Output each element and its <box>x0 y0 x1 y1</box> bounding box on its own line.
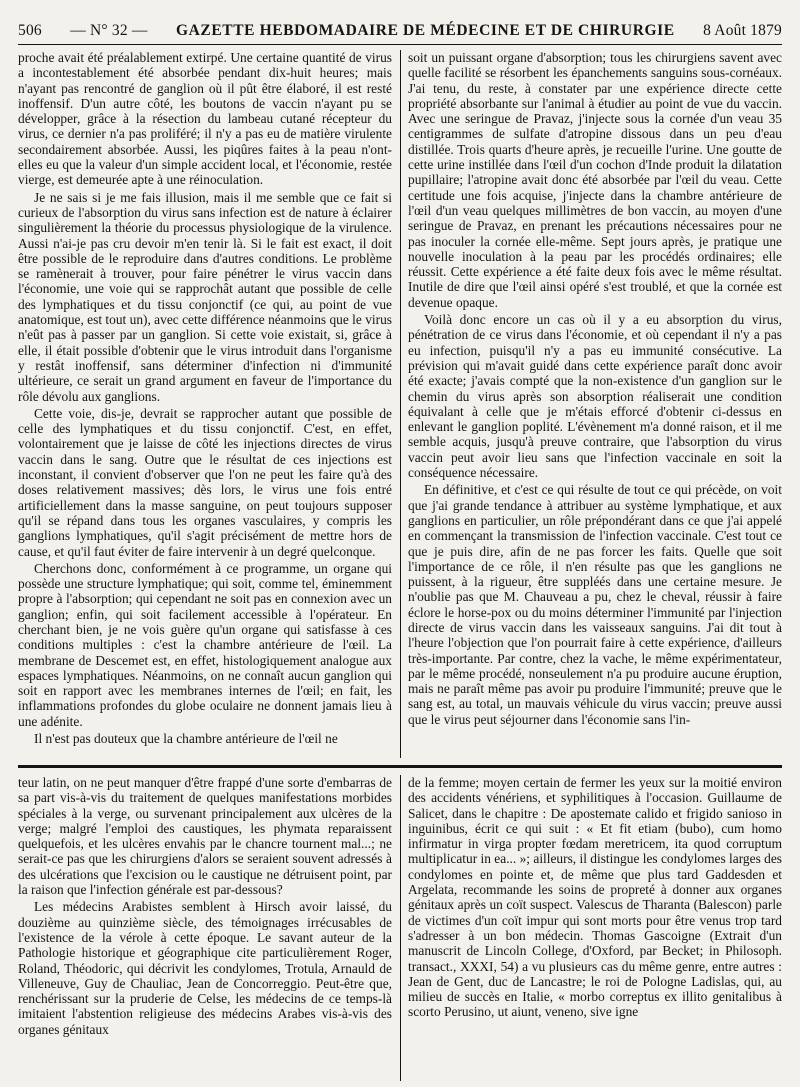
column-divider <box>400 775 401 1081</box>
paragraph: Voilà donc encore un cas où il y a eu absorption du virus, pénétration de ce virus dans l'économie, et où cependant il n'y a pas eu infection, puisqu'il n'y a pas eu immunité consécutive. La prévision qui m'avait guidé dans cette expérience paraît donc avoir été exacte; j'avais compté que la non-existence d'un ganglion sur le chemin du virus après son absorption réaliserait une condition équivalant à celle que je m'étais efforcé d'obtenir ci-dessus en enlevant le ganglion poplité. L'évènement m'a donné raison, et il me semble acquis, jusqu'à preuve contraire, que l'absorption du virus vaccin peut avoir lieu sans que l'infection vaccinale en soit la conséquence nécessaire. <box>408 312 782 481</box>
paragraph: Les médecins Arabistes semblent à Hirsch avoir laissé, du douzième au quinzième siècle, des témoignages irrécusables de l'existence de la vérole à cette époque. Le savant auteur de la Pathologie historique et géographique cite particulièrement Roger, Roland, Théodoric, qui décrivit les condylomes, Trotula, Arnauld de Villeneuve, Guy de Chauliac, Jean de Concorreggio. Peut-être que, renchérissant sur la pruderie de Celse, les médecins de ce temps-là imitaient l'abstention religieuse des médecins Arabes vis-à-vis des organes génitaux <box>18 899 392 1037</box>
page-number: 506 <box>18 22 42 39</box>
paragraph: teur latin, on ne peut manquer d'être frappé d'une sorte d'embarras de sa part vis-à-vis du traitement de quelques manifestations morbides spéciales à la verge, ou survenant principalement aux ulcères de la verge; malgré l'emploi des caustiques, les phymata reparaissent quelquefois, et les ulcères envahis par le chancre tournent mal...; ne serait-ce pas que les chirurgiens d'alors se seraient souvent adressés à des ulcérations que l'excision ou le caustique ne détruisent point, par la raison que l'infection générale est par-dessous? <box>18 775 392 898</box>
paragraph: Cherchons donc, conformément à ce programme, un organe qui possède une structure lymphatique; qui soit, comme tel, éminemment propre à l'absorption; qui cependant ne soit pas en connexion avec un ganglion; enfin, qui soit facilement accessible à l'opérateur. En cherchant bien, je ne vois guère qu'un organe qui satisfasse à ces conditions multiples : c'est la chambre antérieure de l'œil. La membrane de Descemet est, en effet, histologiquement analogue aux espaces lymphatiques. Néanmoins, on ne connaît aucun ganglion qui soit en rapport avec les membranes internes de l'œil; en fait, les inflammations profondes du globe oculaire ne donnent jamais lieu à une adénite. <box>18 560 392 729</box>
lower-left-column <box>18 775 392 1081</box>
paragraph: En définitive, et c'est ce qui résulte de tout ce qui précède, on voit que j'ai grande tendance à attribuer au système lymphatique, et aux ganglions en particulier, un rôle prépondérant dans ce que j'ai appelé en commençant la transmission de l'infection vaccinale. C'est tout ce que je puis dire, afin de ne pas forcer les faits. Quelle que soit l'importance de ce rôle, il n'en résulte pas que les ganglions ne puissent, à la rigueur, être suppléés dans une certaine mesure. Je n'oublie pas que M. Chauveau a pu, chez le cheval, réussir à faire éclore le horse-pox ou du moins déterminer l'immunité par l'injection directe de virus vaccin dans les vaisseaux sanguins. J'ai dit tout à l'heure l'objection que l'on pourrait faire à cette expérience, d'ailleurs très-importante. Par contre, chez la vache, le même expérimentateur, par le même procédé, nonseulement n'a pu produire aucune éruption, mais ne paraît même pas avoir pu produire l'immunité; preuve que le sang est, au total, un mauvais véhicule du virus vaccin; preuve aussi que le virus peut séjourner dans l'économie sans l'in- <box>408 482 782 727</box>
section-rule <box>18 765 782 768</box>
upper-right-column <box>408 50 782 758</box>
issue-number: — N° 32 — <box>70 22 148 39</box>
lower-right-column <box>408 775 782 1081</box>
paragraph: de la femme; moyen certain de fermer les yeux sur la moitié environ des accidents vénériens, et syphilitiques à l'occasion. Guillaume de Salicet, dans le chapitre : De apostemate calido et frigido sanioso in inguinibus, écrit ce qui suit : « Et fit etiam (bubo), cum homo infirmatur in virga propter fœdam meretricem, ita quod corruptum multiplicatur in ea... »; ailleurs, il distingue les condylomes larges des condylomes en pointe et, de même que plus tard Gaddesden et Argelata, recommande les soins de propreté à donner aux organes génitaux après un coït suspect. Valescus de Tharanta (Balescon) parle de victimes d'un coït impur qui sont morts pour être venus trop tard s'adresser à un bon médecin. Thomas Gascoigne (Extrait d'un manuscrit de Lincoln College, d'Oxford, par Becket; in Philosoph. transact., XXXI, 54) a vu plusieurs cas du même genre, entre autres : Jean de Gent, duc de Lancastre; le roi de Pologne Ladislas, qui, au milieu de succès en Italie, « morbo correptus ex illito genitalibus à scorto Perusino, ut aiunt, veneno, sive igne <box>408 775 782 1020</box>
journal-title: GAZETTE HEBDOMADAIRE DE MÉDECINE ET DE CHIRURGIE <box>175 22 675 39</box>
upper-left-column <box>18 50 392 758</box>
header-rule <box>18 44 782 45</box>
paragraph: Il n'est pas douteux que la chambre antérieure de l'œil ne <box>34 731 338 747</box>
column-divider <box>400 50 401 758</box>
paragraph: Je ne sais si je me fais illusion, mais il me semble que ce fait si curieux de l'absorption du virus sans infection est de nature à éclairer singulièrement la théorie du processus physiologique de la virulence. Aussi n'ai-je pas cru devoir m'en tenir là. Si le fait est exact, il doit être possible de le reproduire dans d'autres conditions. Le problème se ramènerait à trouver, pour faire pénétrer le virus vaccin dans l'économie, une voie qui se rapprochât autant que possible de celle des lymphatiques et du tissu conjonctif (ce qui, au point de vue anatomique, est tout un), avec cette différence néanmoins que le virus n'eût pas à passer par un ganglion. Si cette voie existait, si, grâce à elle, il était possible d'obtenir que le virus introduit dans l'organisme y restât inoffensif, sans déterminer d'infection ni d'immunité ultérieure, ce serait un grand argument en faveur de l'importance du rôle dévolu aux ganglions. <box>18 189 392 404</box>
paragraph: Cette voie, dis-je, devrait se rapprocher autant que possible de celle des lymphatiques et du tissu conjonctif. C'est, en effet, volontairement que je laisse de côté les injections directes de virus vaccin dans le sang. Outre que le résultat de ces injections est inconstant, il convient d'observer que l'on ne peut les faire qu'à des doses relativement massives; dès lors, le virus une fois entré artificiellement dans la masse sanguine, on peut toujours supposer qu'il se répand dans tous les organes vasculaires, y compris les ganglions lymphatiques, qu'il s'agit précisément de mettre hors de cause, et qu'il faut éviter de faire intervenir à un degré quelconque. <box>18 405 392 559</box>
issue-date: 8 Août 1879 <box>703 22 782 39</box>
paragraph: proche avait été préalablement extirpé. Une certaine quantité de virus a incontestablement été absorbée pendant dix-huit heures; mais n'ayant pas rencontré de ganglion où il pût être élaboré, il est resté inoffensif. D'un autre côté, les boutons de vaccin n'ayant pu se développer, grâce à la résection du lambeau cutané récepteur du virus, ce dernier n'a pas proliféré; il n'y a pas eu de matière virulente secondairement absorbée. Aussi, les piqûres faites à la peau n'ont-elles eu que la valeur d'un simple accident local, et l'économie, restée vierge, est demeurée apte à une réinoculation. <box>18 50 392 188</box>
paragraph: soit un puissant organe d'absorption; tous les chirurgiens savent avec quelle facilité se résorbent les épanchements sanguins sous-cornéaux. J'ai tenu, du reste, à constater par une expérience directe cette propriété absorbante sur l'animal à étudier au point de vue du vaccin. Avec une seringue de Pravaz, j'injecte sous la cornée d'un veau 35 centigrammes de sulfate d'atropine dissous dans un peu d'eau distillée. Trois quarts d'heure après, je recueille l'urine. Une goutte de cette urine instillée dans l'œil d'un cochon d'Inde produit la dilatation pupillaire; l'atropine avait donc été absorbée par l'œil du veau. Cette certitude une fois acquise, j'injecte dans la chambre antérieure de l'œil d'un veau quelques millimètres de bon vaccin, au moyen d'une seringue de Pravaz, en prenant les précautions nécessaires pour ne pas inoculer la cornée elle-même. Sept jours après, je pratique une nouvelle inoculation à la peau par les procédés ordinaires; elle réussit. Cette expérience a été faite deux fois avec le même résultat. Inutile de dire que l'œil ainsi opéré s'est troublé, et que la cornée est devenue opaque. <box>408 50 782 310</box>
